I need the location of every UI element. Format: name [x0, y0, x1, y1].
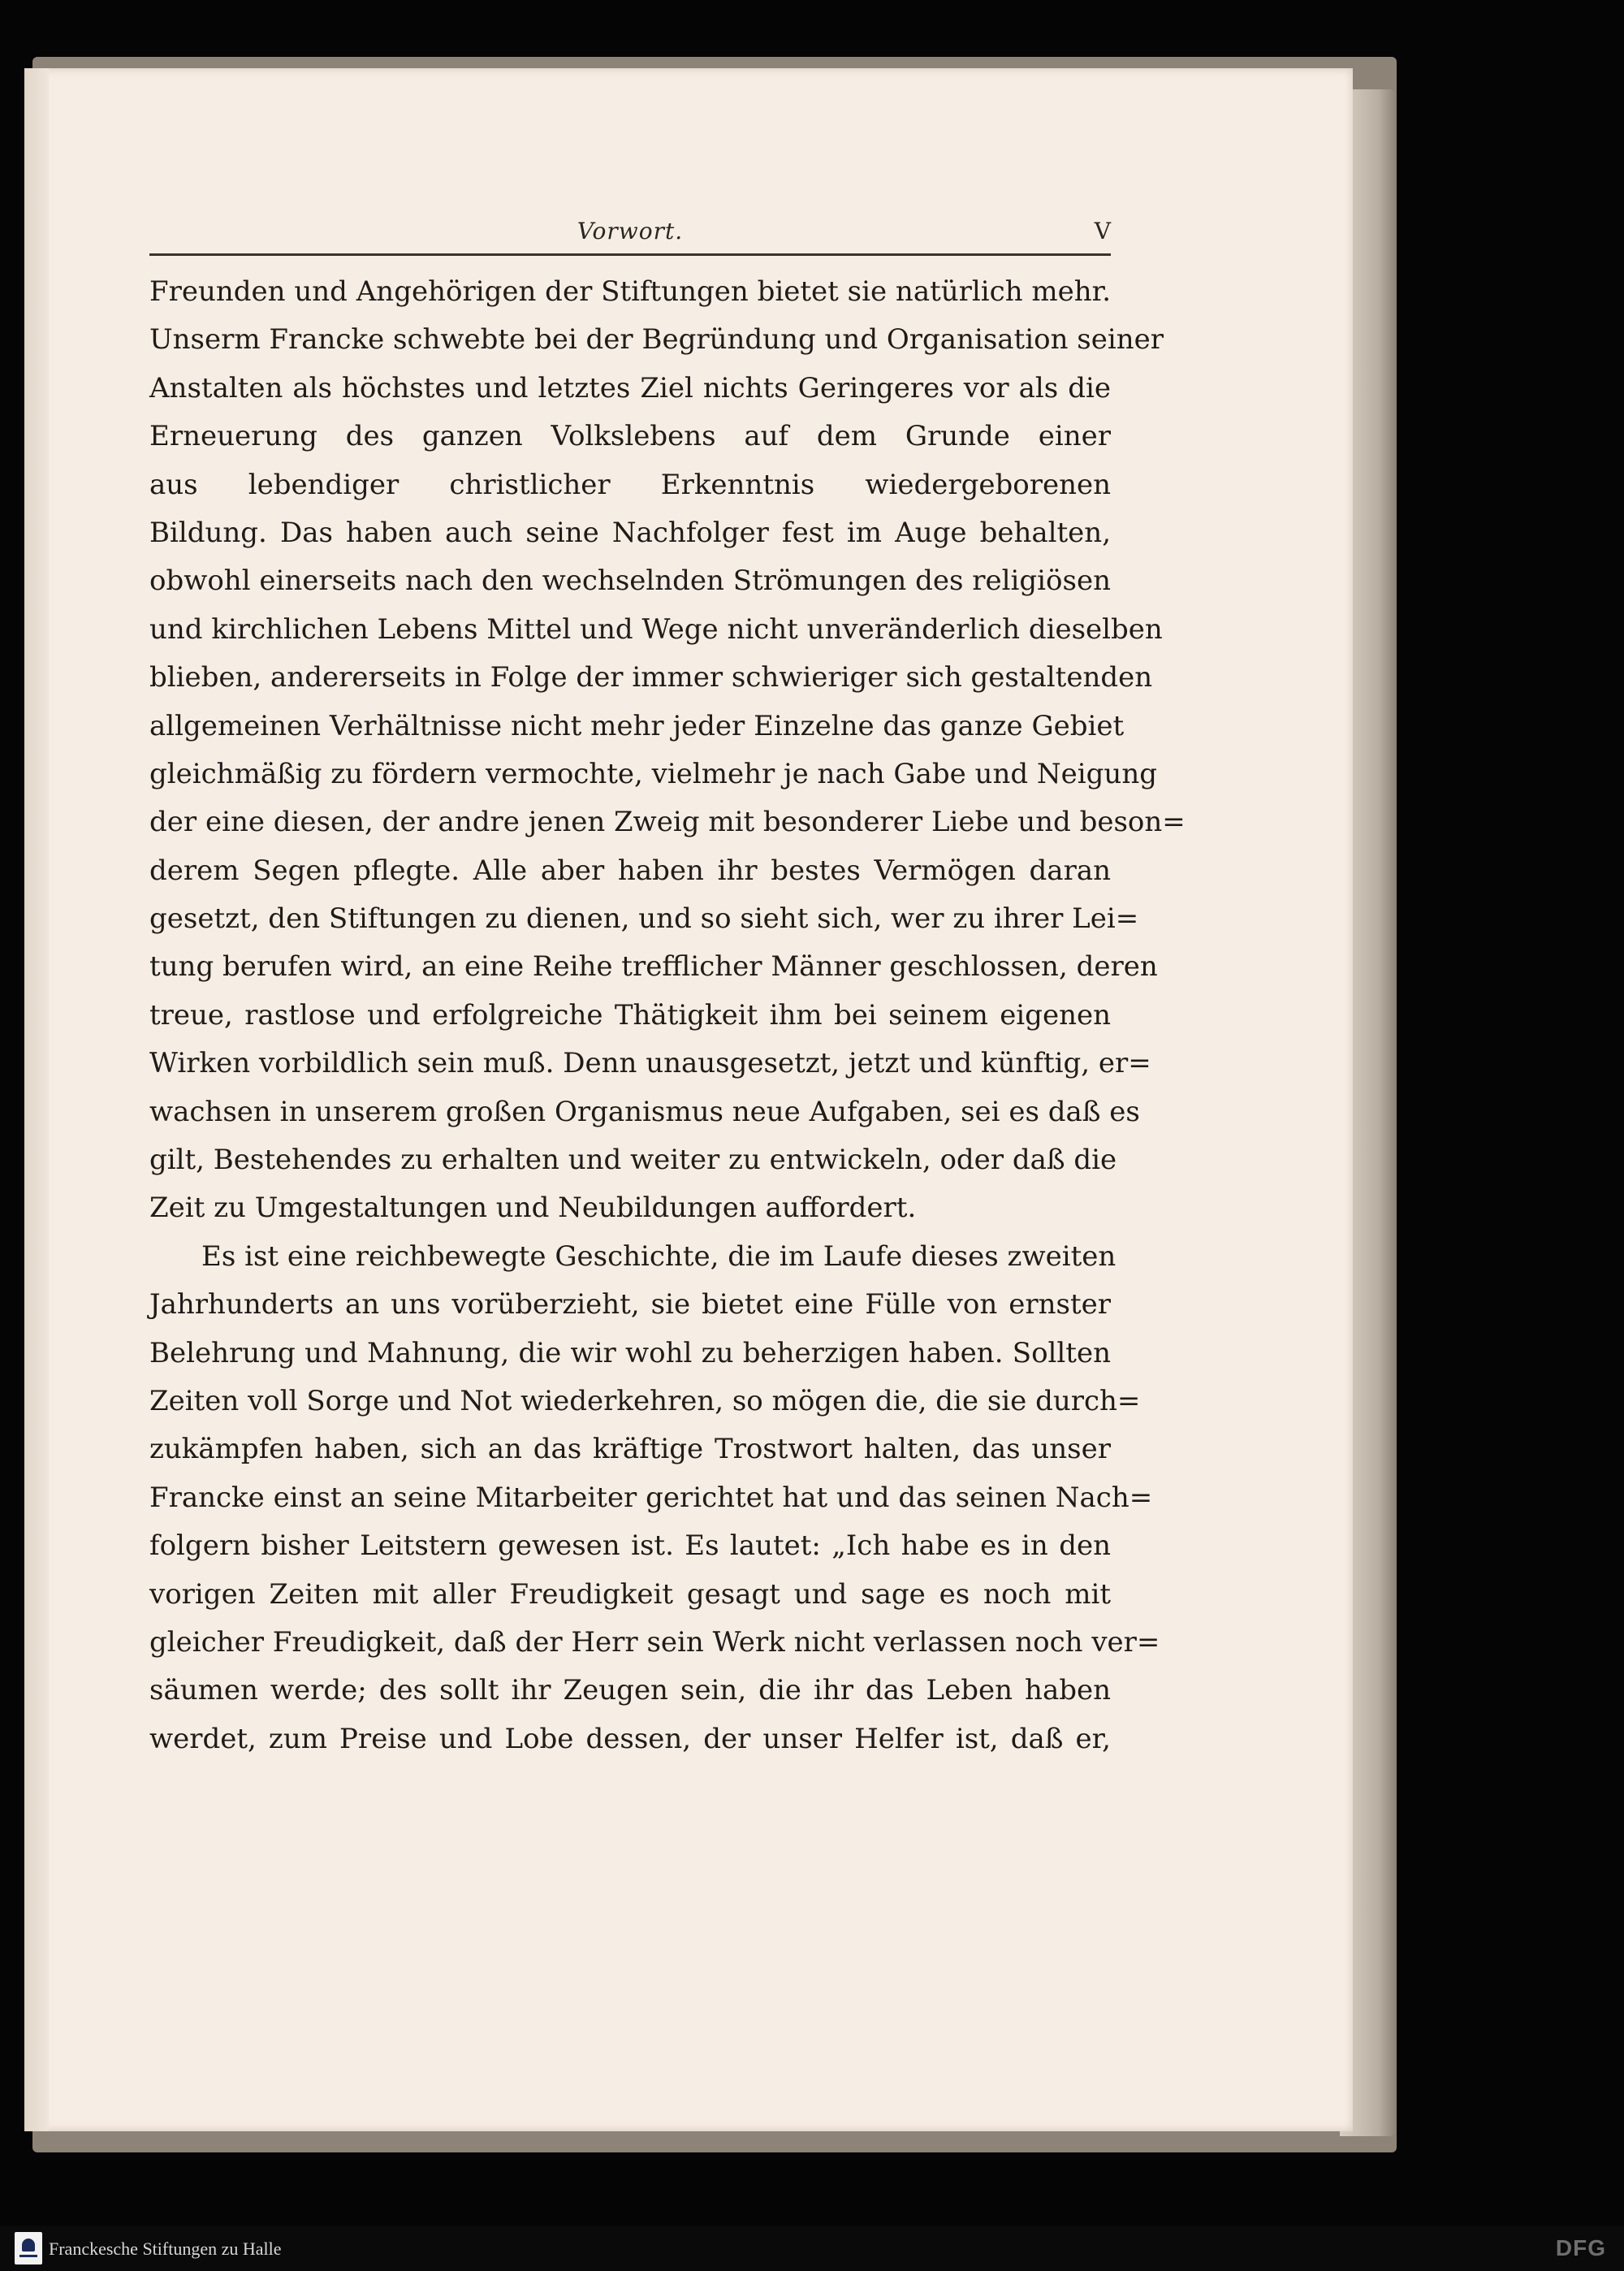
text-line: tung berufen wird, an eine Reihe trefflicher Männer geschlossen, deren: [149, 950, 1158, 984]
page-number: V: [1094, 218, 1111, 244]
text-line: obwohl einerseits nach den wechselnden Strömungen des religiösen: [149, 565, 1111, 598]
text-line: gesetzt, den Stiftungen zu dienen, und so sieht sich, wer zu ihrer Lei=: [149, 902, 1139, 936]
text-line: Wirken vorbildlich sein muß. Denn unausgesetzt, jetzt und künftig, er=: [149, 1047, 1151, 1080]
text-line: gleichmäßig zu fördern vermochte, vielmehr je nach Gabe und Neigung: [149, 757, 1157, 790]
text-line: Anstalten als höchstes und letztes Ziel nichts Geringeres vor als die: [149, 371, 1111, 404]
text-line: Zeiten voll Sorge und Not wiederkehren, so mögen die, die sie durch=: [149, 1384, 1141, 1417]
text-line: werdet, zum Preise und Lobe dessen, der unser Helfer ist, daß er,: [149, 1722, 1111, 1755]
viewer-footer-bar: [0, 2226, 1624, 2271]
text-line: folgern bisher Leitstern gewesen ist. Es lautet: „Ich habe es in den: [149, 1529, 1111, 1563]
text-line: und kirchlichen Lebens Mittel und Wege nicht unveränderlich dieselben: [149, 612, 1163, 646]
page-gutter: [24, 68, 49, 2131]
text-line: Jahrhunderts an uns vorüberzieht, sie bietet eine Fülle von ernster: [149, 1288, 1111, 1322]
text-line: Francke einst an seine Mitarbeiter gerichtet hat und das seinen Nach=: [149, 1481, 1153, 1514]
text-line: gleicher Freudigkeit, daß der Herr sein Werk nicht verlassen noch ver=: [149, 1625, 1160, 1659]
text-line-paragraph-start: Es ist eine reichbewegte Geschichte, die im Laufe dieses zweiten: [201, 1239, 1116, 1273]
running-head-title: Vorwort.: [577, 218, 684, 244]
text-line: Freunden und Angehörigen der Stiftungen bietet sie natürlich mehr.: [149, 275, 1111, 308]
text-line: Unserm Francke schwebte bei der Begründung und Organisation seiner: [149, 323, 1164, 357]
running-head: [149, 218, 1111, 260]
text-line: der eine diesen, der andre jenen Zweig mit besonderer Liebe und beson=: [149, 806, 1186, 839]
text-line: treue, rastlose und erfolgreiche Thätigkeit ihm bei seinem eigenen: [149, 998, 1111, 1032]
text-line: wachsen in unserem großen Organismus neue Aufgaben, sei es daß es: [149, 1095, 1140, 1128]
text-line: Erneuerung des ganzen Volkslebens auf dem Grunde einer: [149, 420, 1111, 453]
francke-foundation-logo-icon: [15, 2232, 42, 2265]
text-line: Bildung. Das haben auch seine Nachfolger fest im Auge behalten,: [149, 516, 1111, 549]
text-line: vorigen Zeiten mit aller Freudigkeit gesagt und sage es noch mit: [149, 1577, 1111, 1611]
text-line: allgemeinen Verhältnisse nicht mehr jeder Einzelne das ganze Gebiet: [149, 709, 1125, 742]
text-line: säumen werde; des sollt ihr Zeugen sein, die ihr das Leben haben: [149, 1674, 1111, 1707]
text-line: gilt, Bestehendes zu erhalten und weiter zu entwickeln, oder daß die: [149, 1144, 1117, 1177]
text-line: zukämpfen haben, sich an das kräftige Trostwort halten, das unser: [149, 1433, 1111, 1466]
text-line: Belehrung und Mahnung, die wir wohl zu beherzigen haben. Sollten: [149, 1336, 1111, 1369]
text-line: Zeit zu Umgestaltungen und Neubildungen auffordert.: [149, 1192, 917, 1225]
dfg-logo: DFG: [1555, 2235, 1606, 2260]
header-rule: [149, 253, 1111, 256]
body-text: [149, 268, 1186, 1763]
institution-name: Franckesche Stiftungen zu Halle: [49, 2239, 282, 2259]
text-line: aus lebendiger christlicher Erkenntnis wiedergeborenen: [149, 468, 1111, 501]
text-line: blieben, andererseits in Folge der immer schwieriger sich gestaltenden: [149, 661, 1153, 694]
text-line: derem Segen pflegte. Alle aber haben ihr bestes Vermögen daran: [149, 854, 1111, 887]
